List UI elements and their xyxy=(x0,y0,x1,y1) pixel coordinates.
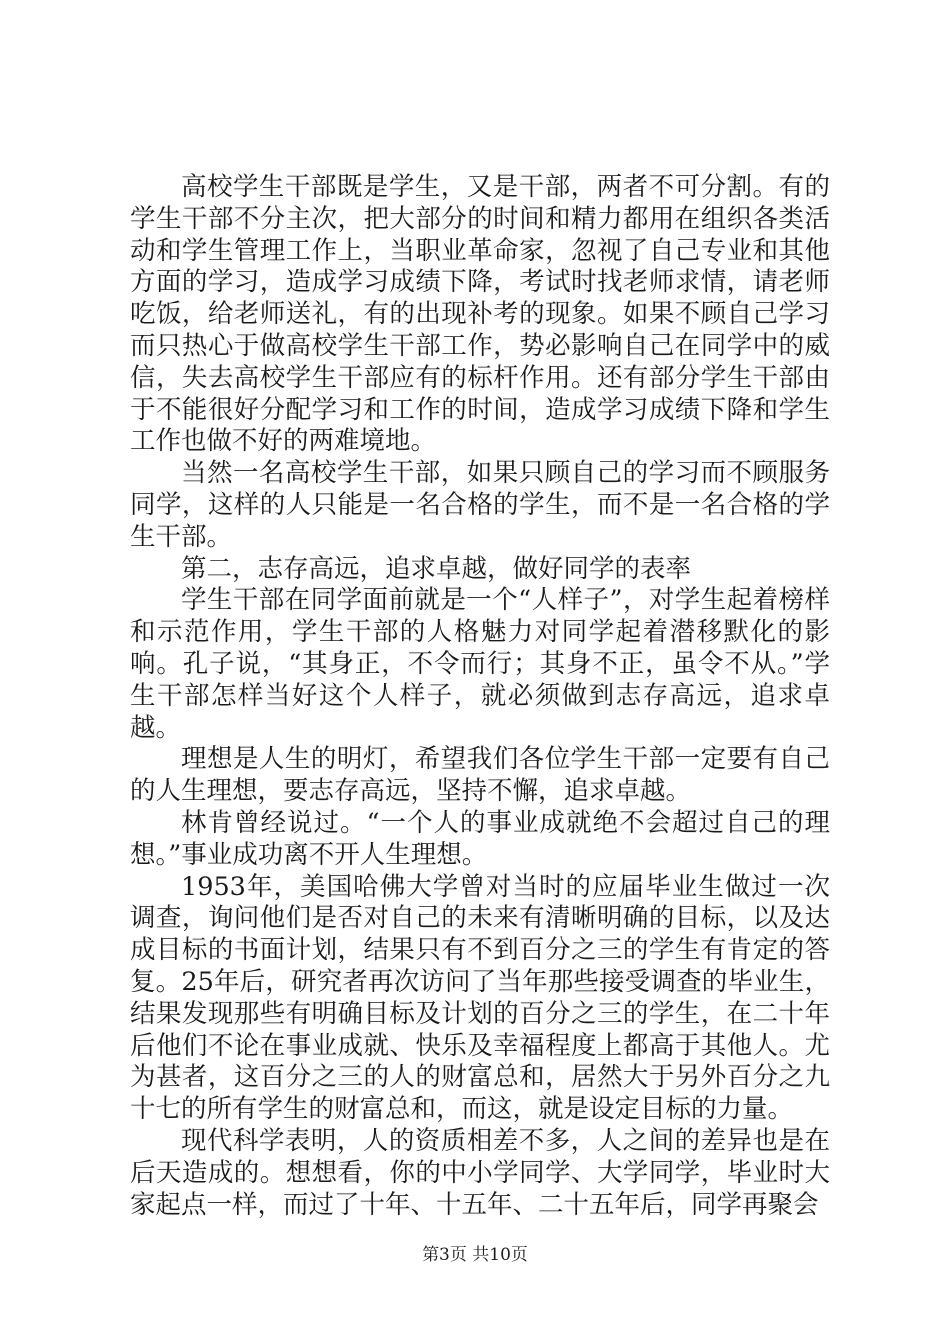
paragraph-5: 林肯曾经说过。“一个人的事业成就绝不会超过自己的理想。”事业成功离不开人生理想。 xyxy=(130,807,830,870)
paragraph-1: 高校学生干部既是学生，又是干部，两者不可分割。有的学生干部不分主次，把大部分的时间和精力都用在组织各类活动和学生管理工作上，当职业革命家，忽视了自己专业和其他方面的学习，造成学习成绩下降，考试时找老师求情，请老师吃饭，给老师送礼，有的出现补考的现象。如果不顾自己学习而只热心于做高校学生干部工作，势必影响自己在同学中的威信，失去高校学生干部应有的标杆作用。还有部分学生干部由于不能很好分配学习和工作的时间，造成学习成绩下降和学生工作也做不好的两难境地。 xyxy=(130,172,830,457)
paragraph-2: 当然一名高校学生干部，如果只顾自己的学习而不顾服务同学，这样的人只能是一名合格的学生，而不是一名合格的学生干部。 xyxy=(130,458,830,552)
document-body xyxy=(130,172,830,1221)
section-heading: 第二，志存高远，追求卓越，做好同学的表率 xyxy=(181,553,692,584)
paragraph-4: 理想是人生的明灯，希望我们各位学生干部一定要有自己的人生理想，要志存高远，坚持不懈，追求卓越。 xyxy=(130,744,830,807)
page-number-footer: 第3页 共10页 xyxy=(422,1245,528,1265)
paragraph-3: 学生干部在同学面前就是一个“人样子”，对学生起着榜样和示范作用，学生干部的人格魅力对同学起着潜移默化的影响。孔子说，“其身正，不令而行；其身不正，虽令不从。”学生干部怎样当好这个人样子，就必须做到志存高远，追求卓越。 xyxy=(130,585,830,743)
paragraph-7: 现代科学表明，人的资质相差不多，人之间的差异也是在后天造成的。想想看，你的中小学同学、大学同学，毕业时大家起点一样，而过了十年、十五年、二十五年后，同学再聚会 xyxy=(130,1125,830,1220)
paragraph-6: 1953年，美国哈佛大学曾对当时的应届毕业生做过一次调查，询问他们是否对自己的未来有清晰明确的目标，以及达成目标的书面计划，结果只有不到百分之三的学生有肯定的答复。25年后，研究者再次访问了当年那些接受调查的毕业生，结果发现那些有明确目标及计划的百分之三的学生，在二十年后他们不论在事业成就、快乐及幸福程度上都高于其他人。尤为甚者，这百分之三的人的财富总和，居然大于另外百分之九十七的所有学生的财富总和，而这，就是设定目标的力量。 xyxy=(130,871,830,1125)
